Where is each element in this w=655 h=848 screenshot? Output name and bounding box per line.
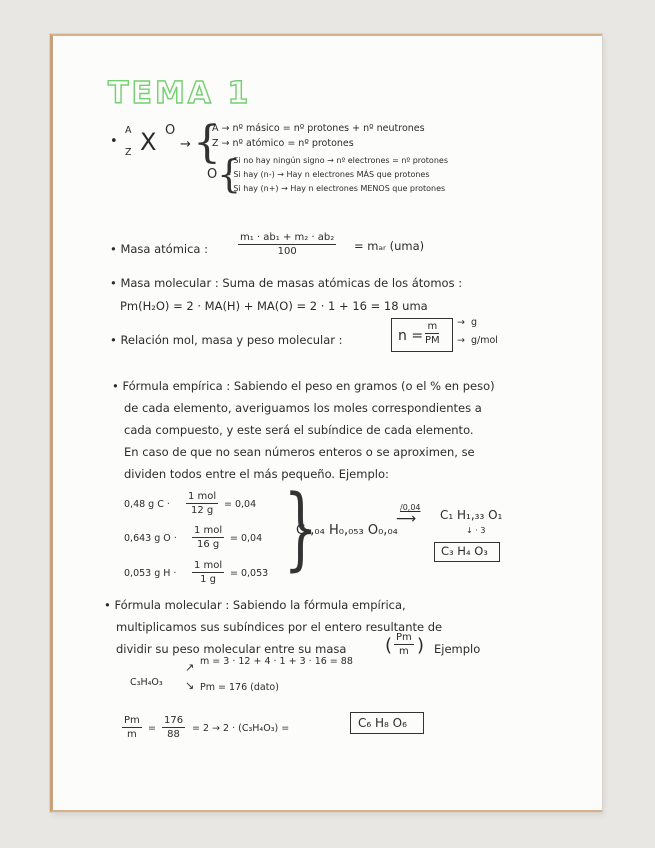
molecular-formula: C₃H₄O₃: [130, 677, 163, 688]
calc-oxygen-fraction: [192, 525, 224, 550]
empirical-text-line: cada compuesto, y este será el subíndice de cada elemento.: [124, 423, 474, 437]
molecular-formula-boxed: C₆ H₈ O₆: [358, 716, 407, 730]
charge-line-negative: - Si hay (n-) → Hay n electrones MÁS que protones: [228, 170, 430, 179]
arrow-icon: ↘: [185, 679, 195, 692]
brace-icon: {: [217, 152, 242, 196]
empirical-result-1: C₁ H₁,₃₃ O₁: [440, 508, 503, 522]
notation-line-a: A → nº másico = nº protones + nº neutrones: [212, 123, 425, 134]
pm-given-line: Pm = 176 (dato): [200, 682, 279, 693]
mass-number-symbol: A: [125, 125, 132, 136]
final-calc: = 2 → 2 · (C₃H₄O₃) =: [192, 723, 290, 734]
molecular-mass-label: • Masa molecular : Suma de masas atómicas de los átomos :: [110, 276, 463, 290]
atomic-mass-result: = mₐᵣ (uma): [354, 239, 425, 253]
paren-close: ): [417, 635, 425, 656]
final-ratio-fraction: [122, 715, 142, 740]
empirical-formula-boxed: C₃ H₄ O₃: [441, 544, 488, 558]
relation-fraction: [425, 321, 440, 346]
molecular-ratio-fraction: [394, 632, 414, 657]
fraction-denominator: 1 g: [200, 574, 217, 585]
fraction-numerator: m₁ · ab₁ + m₂ · ab₂: [240, 232, 335, 243]
fraction-denominator: m: [127, 729, 137, 740]
molecular-mass-example: Pm(H₂O) = 2 · MA(H) + MA(O) = 2 · 1 + 16 = 18 uma: [120, 299, 428, 313]
fraction-numerator: Pm: [124, 715, 140, 726]
fraction-numerator: 1 mol: [194, 525, 223, 536]
fraction-denominator: m: [399, 646, 409, 657]
unit-grams-per-mol: g/mol: [471, 335, 498, 346]
notation-line-z: Z → nº atómico = nº protones: [212, 138, 354, 149]
multiply-label: ↓ · 3: [466, 526, 486, 535]
fraction-denominator: 12 g: [190, 505, 214, 516]
atomic-number-symbol: Z: [125, 147, 132, 158]
molecular-text-line: multiplicamos sus subíndices por el entero resultante de: [116, 620, 443, 634]
calc-carbon-lhs: 0,48 g C ·: [124, 499, 170, 510]
atomic-mass-fraction: [238, 232, 336, 257]
fraction-denominator: PM: [425, 335, 440, 346]
relation-n: n =: [398, 328, 424, 344]
fraction-denominator: 100: [277, 246, 297, 257]
equals-sign: =: [148, 723, 156, 734]
charge-line-neutral: - Si no hay ningún signo → nº electrones = nº protones: [228, 156, 448, 165]
molecular-text-line: • Fórmula molecular : Sabiendo la fórmula empírica,: [104, 598, 406, 612]
empirical-text-line: dividen todos entre el más pequeño. Ejemplo:: [124, 467, 389, 481]
empirical-text-line: • Fórmula empírica : Sabiendo el peso en gramos (o el % en peso): [112, 379, 495, 393]
calc-hydrogen-result: = 0,053: [230, 568, 269, 579]
molecular-text-line: dividir su peso molecular entre su masa: [116, 642, 347, 656]
arrow-icon: ⟶: [396, 511, 417, 527]
arrow-icon: →: [457, 335, 465, 346]
unit-grams: g: [471, 317, 478, 328]
fraction-numerator: Pm: [396, 632, 412, 643]
fraction-denominator: 16 g: [196, 539, 220, 550]
empirical-text-line: En caso de que no sean números enteros o se aproximen, se: [124, 445, 475, 459]
element-symbol: X: [140, 128, 157, 156]
charge-symbol: O: [165, 123, 176, 138]
arrow-icon: →: [180, 137, 191, 152]
fraction-numerator: m: [427, 321, 438, 332]
atomic-mass-label: • Masa atómica :: [110, 242, 208, 256]
calc-oxygen-result: = 0,04: [230, 533, 263, 544]
charge-line-positive: - Si hay (n+) → Hay n electrones MENOS que protones: [228, 184, 446, 193]
fraction-numerator: 1 mol: [194, 560, 223, 571]
brace-icon: {: [283, 476, 318, 581]
fraction-denominator: 88: [167, 729, 180, 740]
charge-label: O: [207, 167, 218, 182]
calc-carbon-result: = 0,04: [224, 499, 257, 510]
arrow-icon: →: [457, 317, 465, 328]
mass-calc-line: m = 3 · 12 + 4 · 1 + 3 · 16 = 88: [200, 656, 353, 667]
relation-label: • Relación mol, masa y peso molecular :: [110, 333, 343, 347]
empirical-text-line: de cada elemento, averiguamos los moles correspondientes a: [124, 401, 482, 415]
empirical-compound: C₀,₀₄ H₀,₀₅₃ O₀,₀₄: [296, 523, 398, 538]
value-fraction: [162, 715, 185, 740]
brace-icon: {: [193, 117, 221, 168]
calc-oxygen-lhs: 0,643 g O ·: [124, 533, 177, 544]
arrow-icon: ↗: [185, 661, 195, 674]
calc-carbon-fraction: [186, 491, 218, 516]
paren-open: (: [385, 635, 393, 656]
fraction-numerator: 176: [164, 715, 184, 726]
fraction-numerator: 1 mol: [188, 491, 217, 502]
calc-hydrogen-lhs: 0,053 g H ·: [124, 568, 177, 579]
calc-hydrogen-fraction: [192, 560, 224, 585]
divide-label: /0,04: [400, 503, 421, 512]
bullet: •: [110, 134, 118, 149]
ejemplo-label: Ejemplo: [434, 642, 481, 656]
page-title: TEMA 1: [108, 76, 252, 111]
